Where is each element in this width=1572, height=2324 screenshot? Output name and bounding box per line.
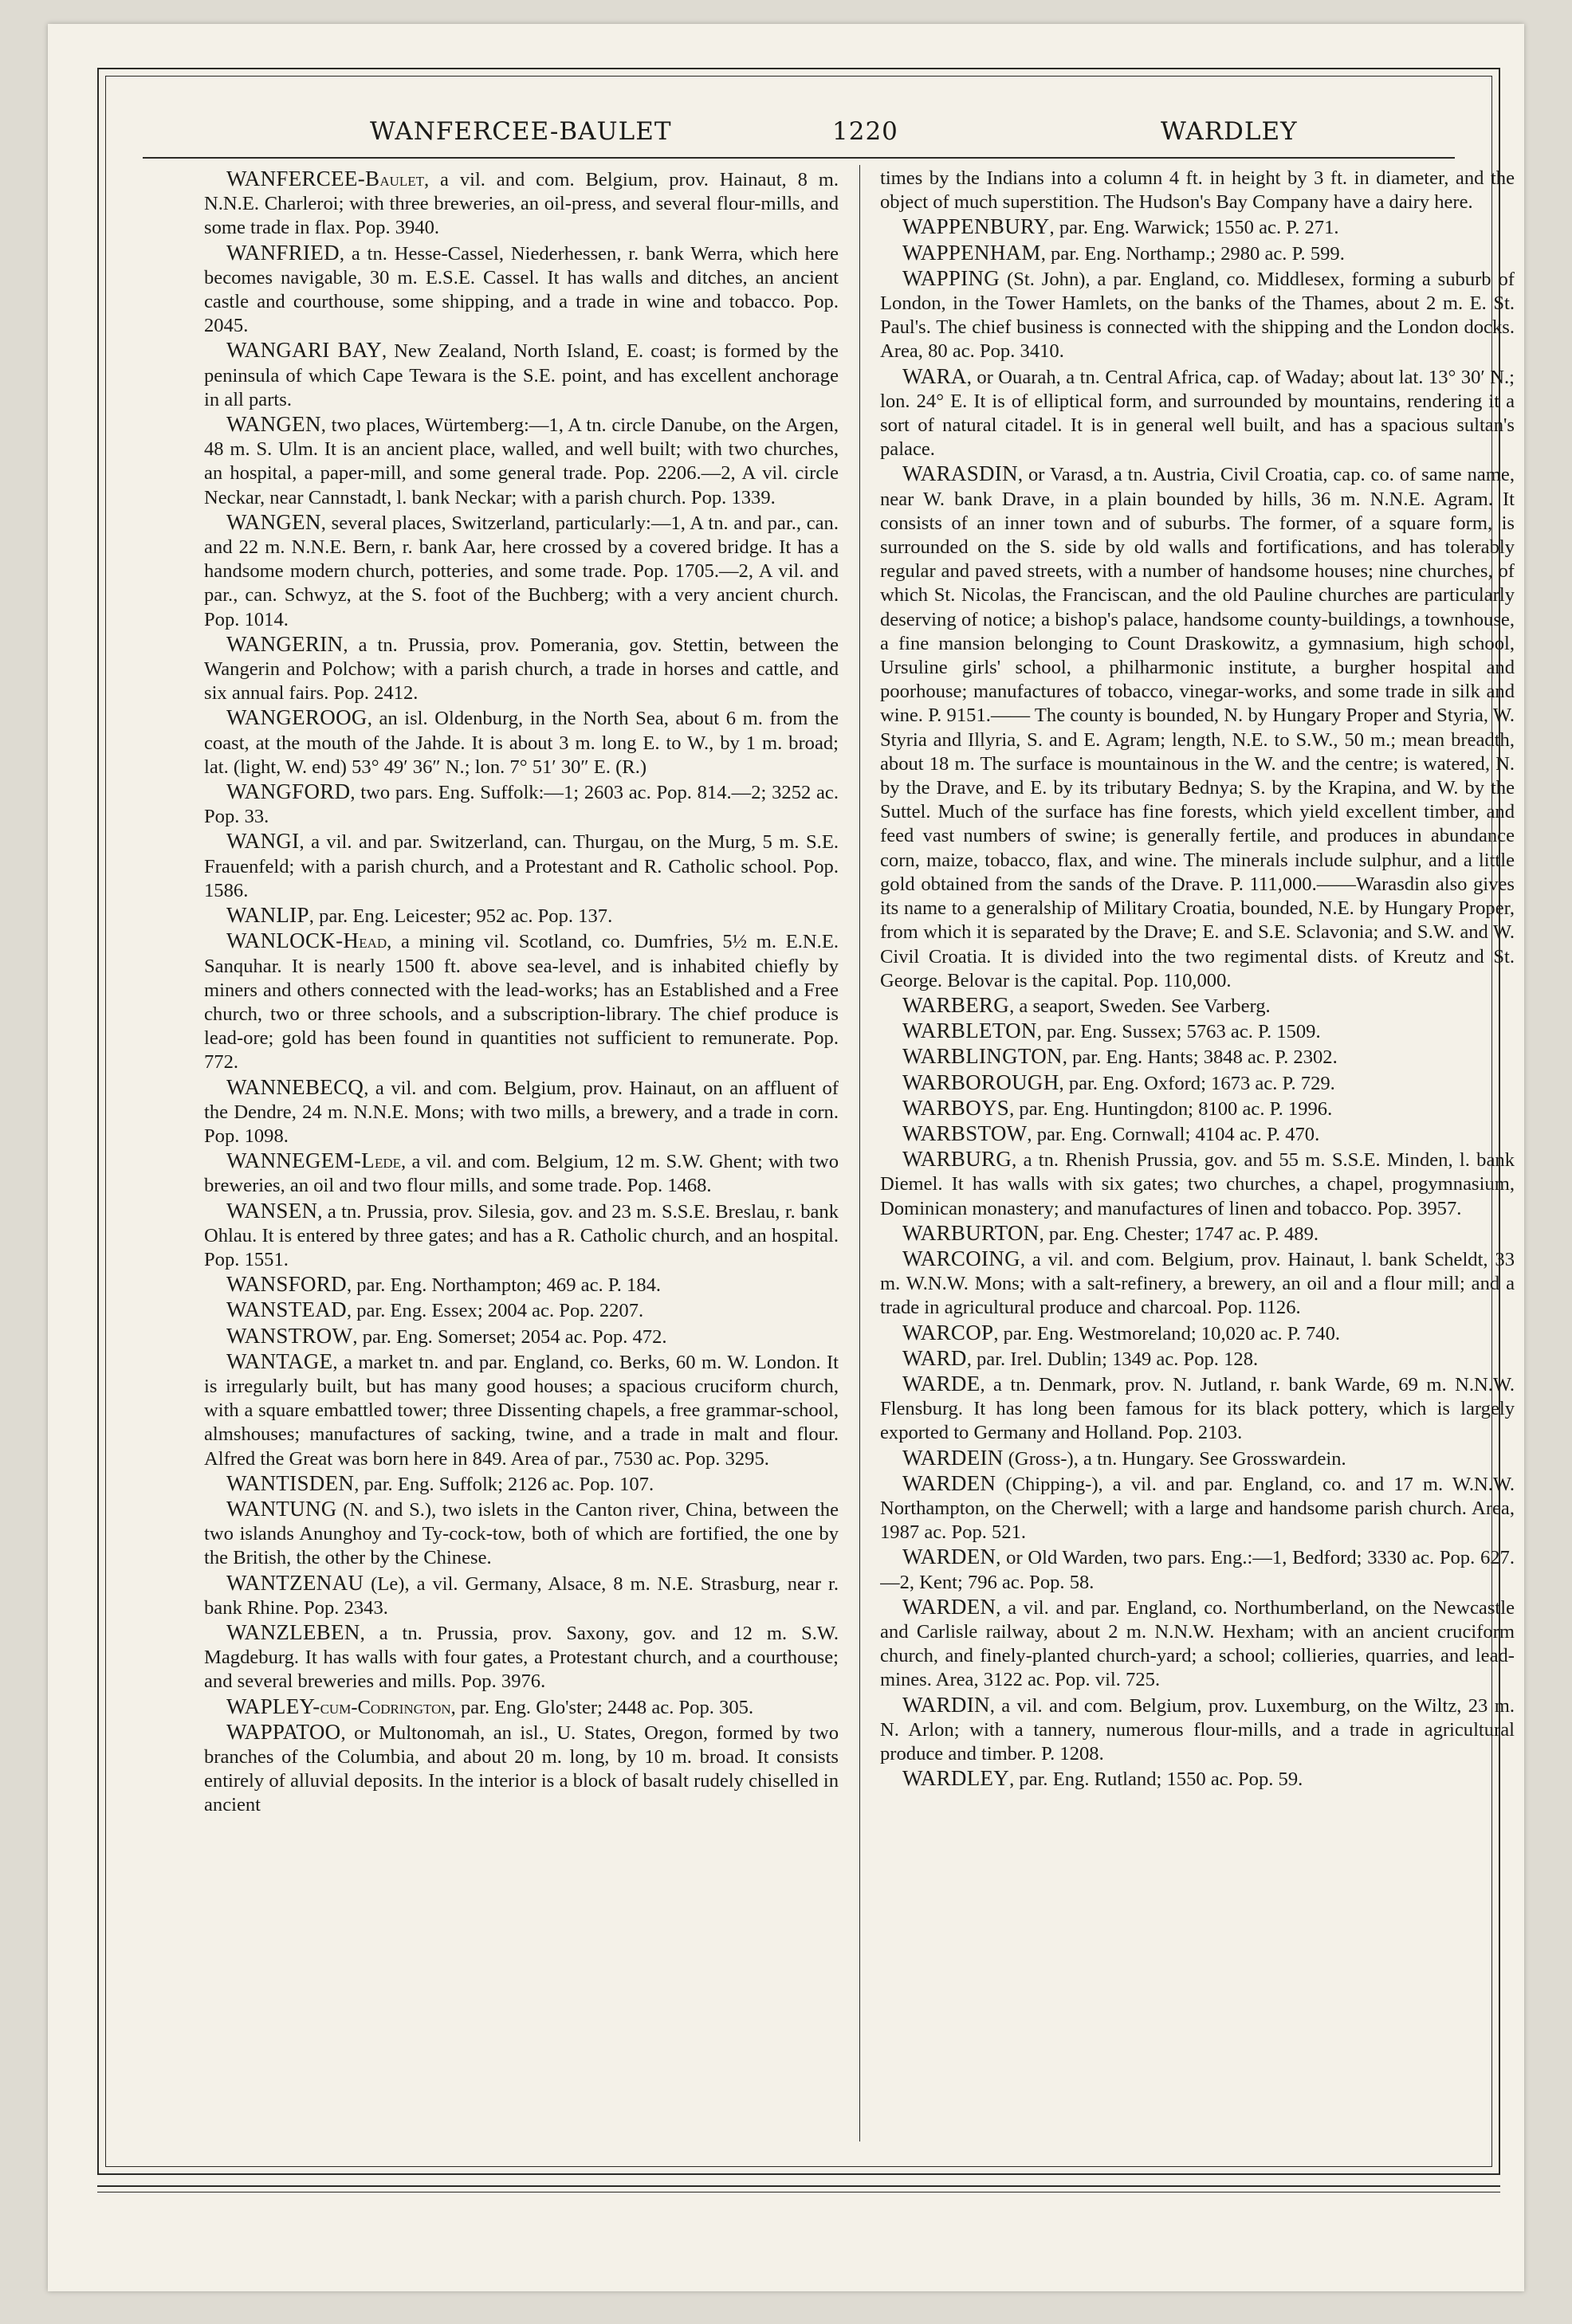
- entry-text: , par. Eng. Suffolk; 2126 ac. Pop. 107.: [354, 1473, 654, 1495]
- gazetteer-entry: [204, 412, 839, 510]
- entry-headword: WARDEIN: [902, 1445, 1004, 1470]
- running-head: [147, 117, 1451, 149]
- gazetteer-entry: [880, 1766, 1515, 1792]
- entry-text: , New Zealand, North Island, E. coast; is formed by the peninsula of which Cape Tewara is the S.E. point, and has excellent anchorage in all parts.: [204, 340, 839, 410]
- entry-headword: WARBLINGTON: [902, 1044, 1063, 1069]
- entry-headword: WARBSTOW: [902, 1121, 1028, 1145]
- entry-headword: WANGARI BAY: [226, 338, 382, 363]
- gazetteer-entry: [880, 1545, 1515, 1594]
- entry-text: , par. Eng. Northampton; 469 ac. P. 184.: [346, 1274, 662, 1297]
- gazetteer-entry: [880, 1346, 1515, 1372]
- entry-headword: WANTUNG: [226, 1496, 337, 1521]
- entry-text: , a tn. Prussia, prov. Saxony, gov. and 12 m. S.W. Magdeburg. It has walls with four gates, a Protestant church, and a courthouse; and several breweries and mills. Pop. 3976.: [204, 1622, 839, 1693]
- entry-text: , par. Eng. Northamp.; 2980 ac. P. 599.: [1040, 242, 1345, 265]
- gazetteer-entry: [880, 1446, 1515, 1471]
- gazetteer-entry: [880, 364, 1515, 462]
- entry-headword: WARDLEY: [902, 1766, 1010, 1791]
- gazetteer-entry: [880, 1096, 1515, 1121]
- gazetteer-entry: [204, 510, 839, 632]
- header-rule: [143, 157, 1455, 159]
- entry-headword: WARD: [902, 1345, 967, 1370]
- entry-headword: WANFRIED: [226, 240, 340, 265]
- entry-text: , two pars. Eng. Suffolk:—1; 2603 ac. Pop. 814.—2; 3252 ac. Pop. 33.: [204, 782, 839, 828]
- entry-headword: WARBLETON: [902, 1019, 1037, 1043]
- gazetteer-entry: [204, 632, 839, 706]
- entry-headword: WARASDIN: [902, 461, 1018, 486]
- gazetteer-entry: [880, 1471, 1515, 1545]
- entry-headword: WANGEN: [226, 412, 321, 437]
- entry-headword: WAPLEY-: [226, 1694, 320, 1718]
- gazetteer-entry: [880, 1693, 1515, 1767]
- gazetteer-entry: [204, 1497, 839, 1571]
- entry-headword: WARA: [902, 363, 967, 388]
- gazetteer-entry: [880, 167, 1515, 214]
- entry-headword: WAPPING: [902, 265, 1000, 290]
- gazetteer-entry: [204, 338, 839, 412]
- entry-headword: WANNEGEM-L: [226, 1148, 375, 1173]
- entry-headword-smallcaps: aulet: [379, 169, 425, 190]
- entry-headword: WARCOING: [902, 1246, 1020, 1270]
- gazetteer-entry: [880, 1070, 1515, 1096]
- gazetteer-entry: [880, 1595, 1515, 1693]
- entry-text: (Chipping-), a vil. and par. England, co. and 17 m. W.N.W. Northampton, on the Cherwell; with a large and handsome parish church. Area, 1987 ac. Pop. 521.: [880, 1473, 1515, 1544]
- entry-text: , par. Eng. Huntingdon; 8100 ac. P. 1996.: [1009, 1097, 1333, 1120]
- entry-headword: WANGI: [226, 829, 300, 854]
- entry-headword: WANTAGE: [226, 1348, 333, 1373]
- entry-text: , a vil. and par. England, co. Northumberland, on the Newcastle and Carlisle railway, about 2 m. N.N.W. Hexham; with an ancient cruciform church, and finely-planted church-yard; a school; collieries, quarries, and lead-mines. Area, 3122 ac. Pop. vil. 725.: [880, 1596, 1515, 1691]
- entry-headword: WARBERG: [902, 992, 1010, 1017]
- entry-text: , a vil. and com. Belgium, prov. Hainaut, 8 m. N.N.E. Charleroi; with three breweries, an oil-press, and several flour-mills, and some trade in flax. Pop. 3940.: [204, 169, 839, 239]
- gazetteer-entry: [204, 1471, 839, 1497]
- entry-text: , a market tn. and par. England, co. Berks, 60 m. W. London. It is irregularly built, but has many good houses; a spacious cruciform church, with a square embattled tower; three Dissenting chapels, a free grammar-school, almshouses; manufactures of sacking, twine, and a trade in malt and flour. Alfred the Great was born here in 849. Area of par., 7530 ac. Pop. 3295.: [204, 1351, 839, 1470]
- gazetteer-entry: [204, 1349, 839, 1471]
- entry-text: , par. Eng. Warwick; 1550 ac. P. 271.: [1049, 217, 1339, 239]
- gazetteer-entry: [204, 1148, 839, 1198]
- gazetteer-entry: [204, 1272, 839, 1297]
- gazetteer-entry: [204, 1720, 839, 1818]
- entry-text: , a vil. and par. Switzerland, can. Thurgau, on the Murg, 5 m. S.E. Frauenfeld; with a parish church, and a Protestant and R. Catholic school. Pop. 1586.: [204, 831, 839, 901]
- left-column: [204, 167, 839, 2143]
- running-head-right: WARDLEY: [1161, 117, 1298, 146]
- gazetteer-entry: [880, 1147, 1515, 1221]
- entry-text: , a vil. and com. Belgium, prov. Hainaut, on an affluent of the Dendre, 24 m. N.N.E. Mons; with two mills, a brewery, and a trade in corn. Pop. 1098.: [204, 1077, 839, 1147]
- entry-text: , or Old Warden, two pars. Eng.:—1, Bedford; 3330 ac. Pop. 627.—2, Kent; 796 ac. Pop. 58.: [880, 1547, 1515, 1593]
- entry-headword: WARCOP: [902, 1320, 994, 1345]
- entry-headword: WARBOYS: [902, 1095, 1010, 1120]
- gazetteer-entry: [204, 1620, 839, 1694]
- book-page: [48, 24, 1524, 2291]
- entry-text: , par. Irel. Dublin; 1349 ac. Pop. 128.: [966, 1348, 1259, 1370]
- entry-text: , two places, Würtemberg:—1, A tn. circle Danube, on the Argen, 48 m. S. Ulm. It is an ancient place, walled, and well built; with two churches, an hospital, a paper-mill, and some general trade. Pop. 2206.—2, A vil. circle Neckar, near Cannstadt, l. bank Neckar; with a parish church. Pop. 1339.: [204, 414, 839, 508]
- entry-text: times by the Indians into a column 4 ft. in height by 3 ft. in diameter, and the object of much superstition. The Hudson's Bay Company have a dairy here.: [880, 167, 1515, 214]
- entry-headword: WARDEN: [902, 1545, 996, 1569]
- entry-text: , a tn. Prussia, prov. Silesia, gov. and 23 m. S.S.E. Breslau, r. bank Ohlau. It is entered by three gates; and has a R. Catholic church, and an hospital. Pop. 1551.: [204, 1200, 839, 1270]
- entry-text: , a tn. Denmark, prov. N. Jutland, r. bank Warde, 69 m. N.N.W. Flensburg. It has long been famous for its black pottery, which is largely exported to Germany and Holland. Pop. 2103.: [880, 1373, 1515, 1444]
- entry-headword-smallcaps: cum-Codrington: [320, 1696, 451, 1718]
- entry-text: , or Varasd, a tn. Austria, Civil Croatia, cap. co. of same name, near W. bank Drave, in a plain bounded by hills, 36 m. N.N.E. Agram. It consists of an inner town and of suburbs. The former, of a square form, is surrounded on the S. side by old walls and fortifications, and has tolerably regular and paved streets, with a number of handsome houses; nine churches, of which St. Nicolas, the Franciscan, and the old Pauline churches are particularly deserving of notice; a bishop's palace, handsome county-buildings, a townhouse, a fine mansion belonging to Count Draskowitz, a gymnasium, high school, Ursuline girls' school, a philharmonic institute, a burgher hospital and poorhouse; manufactures of tobacco, vinegar-works, and some trade in silk and wine. P. 9151.—— The county is bounded, N. by Hungary Proper and Styria, W. Styria and Illyria, S. and E. Agram; length, N.E. to S.W., 50 m.; mean breadth, about 18 m. The surface is mountainous in the W. and the centre; is watered, N. by the Drave, and E. by its tributary Bednya; S. by the Krapina, and W. by the Suttel. Much of the surface has fine forests, which yield excellent timber, and feed vast numbers of swine; is generally fertile, and produces in abundance corn, maize, tobacco, flax, and wine. The minerals include sulphur, and a little gold obtained from the sands of the Drave. P. 111,000.——Warasdin also gives its name to a generalship of Military Croatia, bounded, N.E. by Hungary Proper, from which it is separated by the Drave; E. and S.E. Sclavonia; and S.W. and W. Civil Croatia. It is divided into the two regimental dists. of Kreutz and St. George. Belovar is the capital. Pop. 110,000.: [880, 464, 1515, 991]
- gazetteer-entry: [880, 1321, 1515, 1346]
- entry-headword: WANSFORD: [226, 1272, 347, 1297]
- entry-text: , a vil. and com. Belgium, 12 m. S.W. Ghent; with two breweries, an oil and two flour mills, and some trade. Pop. 1468.: [204, 1151, 839, 1197]
- entry-text: , a tn. Rhenish Prussia, gov. and 55 m. S.S.E. Minden, l. bank Diemel. It has walls with six gates; two churches, a chapel, progymnasium, Dominican monastery; and manufactures of linen and tobacco. Pop. 3957.: [880, 1149, 1515, 1219]
- gazetteer-entry: [204, 1199, 839, 1273]
- entry-text: , or Multonomah, an isl., U. States, Oregon, formed by two branches of the Columbia, and about 20 m. long, by 10 m. broad. It consists entirely of alluvial deposits. In the interior is a block of basalt rudely chiselled in ancient: [204, 1721, 839, 1816]
- gazetteer-entry: [880, 241, 1515, 266]
- entry-headword-smallcaps: ede: [374, 1151, 402, 1173]
- page-frame: [97, 68, 1515, 2175]
- entry-text: (St. John), a par. England, co. Middlesex, forming a suburb of London, in the Tower Hamlets, on the banks of the Thames, about 2 m. E. St. Paul's. The chief business is connected with the shipping and the London docks. Area, 80 ac. Pop. 3410.: [880, 268, 1515, 363]
- entry-headword: WARBOROUGH: [902, 1070, 1059, 1094]
- entry-headword: WARDEN: [902, 1470, 996, 1495]
- entry-headword: WARBURTON: [902, 1220, 1039, 1245]
- entry-headword: WANZLEBEN: [226, 1619, 360, 1644]
- entry-headword-smallcaps: ead: [359, 931, 387, 953]
- entry-text: , par. Eng. Cornwall; 4104 ac. P. 470.: [1027, 1123, 1320, 1145]
- entry-headword: WANSTEAD: [226, 1297, 347, 1322]
- entry-headword: WAPPENBURY: [902, 214, 1050, 239]
- entry-headword: WARDIN: [902, 1692, 990, 1717]
- entry-headword: WARBURG: [902, 1147, 1012, 1172]
- gazetteer-entry: [880, 993, 1515, 1019]
- entry-text: , par. Eng. Sussex; 5763 ac. P. 1509.: [1036, 1021, 1321, 1043]
- entry-headword: WANTZENAU: [226, 1570, 364, 1595]
- entry-text: , a mining vil. Scotland, co. Dumfries, 5½ m. E.N.E. Sanquhar. It is nearly 1500 ft. above sea-level, and is inhabited chiefly by miners and others connected with the lead-works; has an Established and a Free church, two or three schools, and a subscription-library. The chief produce is lead-ore; gold has been found in quantities not sufficient to remunerate. Pop. 772.: [204, 931, 839, 1074]
- entry-headword: WARDEN: [902, 1594, 996, 1619]
- gazetteer-entry: [204, 1694, 839, 1720]
- gazetteer-entry: [880, 1246, 1515, 1321]
- entry-text: (Gross-), a tn. Hungary. See Grosswardein.: [1003, 1447, 1346, 1470]
- entry-headword: WANGEN: [226, 509, 321, 534]
- entry-text: , or Ouarah, a tn. Central Africa, cap. of Waday; about lat. 13° 30′ N.; lon. 24° E. It is of elliptical form, and surrounded by mountains, rendering it a sort of natural citadel. It is in general well built, and has a spacious sultan's palace.: [880, 366, 1515, 461]
- entry-text: , several places, Switzerland, particularly:—1, A tn. and par., can. and 22 m. N.N.E. Bern, r. bank Aar, here crossed by a covered bridge. It has a handsome modern church, potteries, and some trade. Pop. 1705.—2, A vil. and par., can. Schwyz, at the S. foot of the Buchberg; with a very ancient church. Pop. 1014.: [204, 512, 839, 630]
- entry-text: , par. Eng. Hants; 3848 ac. P. 2302.: [1062, 1046, 1338, 1069]
- gazetteer-entry: [880, 1044, 1515, 1070]
- page-number: 1220: [832, 117, 898, 146]
- gazetteer-entry: [204, 1324, 839, 1349]
- entry-text: , a tn. Hesse-Cassel, Niederhessen, r. bank Werra, which here becomes navigable, 30 m. E.S.E. Cassel. It has walls and ditches, an ancient castle and courthouse, some shipping, and a trade in wine and tobacco. Pop. 2045.: [204, 242, 839, 337]
- entry-text: , an isl. Oldenburg, in the North Sea, about 6 m. from the coast, at the mouth of the Jahde. It is about 3 m. long E. to W., by 1 m. broad; lat. (light, W. end) 53° 49′ 36″ N.; lon. 7° 51′ 30″ E. (R.): [204, 708, 839, 778]
- entry-text: , par. Eng. Oxford; 1673 ac. P. 729.: [1059, 1072, 1335, 1094]
- gazetteer-entry: [204, 928, 839, 1074]
- gazetteer-entry: [204, 1297, 839, 1323]
- gazetteer-entry: [204, 241, 839, 339]
- entry-headword: WANGERIN: [226, 631, 344, 656]
- entry-headword: WAPPENHAM: [902, 240, 1041, 265]
- gazetteer-entry: [880, 461, 1515, 992]
- gazetteer-entry: [880, 214, 1515, 240]
- gazetteer-entry: [204, 1075, 839, 1149]
- gazetteer-entry: [880, 1019, 1515, 1044]
- gazetteer-entry: [204, 1571, 839, 1620]
- running-head-left: WANFERCEE-BAULET: [370, 117, 672, 146]
- gazetteer-entry: [880, 1372, 1515, 1446]
- gazetteer-entry: [204, 779, 839, 829]
- entry-text: , a vil. and com. Belgium, prov. Luxemburg, on the Wiltz, 23 m. N. Arlon; with a tannery, numerous flour-mills, and a trade in agricultural produce and timber. P. 1208.: [880, 1694, 1515, 1765]
- entry-text: , par. Eng. Rutland; 1550 ac. Pop. 59.: [1009, 1769, 1303, 1791]
- gazetteer-entry: [204, 903, 839, 928]
- entry-text: , par. Eng. Chester; 1747 ac. P. 489.: [1039, 1223, 1319, 1245]
- entry-headword: WARDE: [902, 1371, 981, 1396]
- entry-headword: WANLOCK-H: [226, 928, 360, 953]
- entry-headword: WANNEBECQ: [226, 1074, 364, 1099]
- gazetteer-entry: [204, 829, 839, 903]
- gazetteer-entry: [880, 1221, 1515, 1246]
- entry-headword: WANGFORD: [226, 779, 351, 804]
- entry-text: , a seaport, Sweden. See Varberg.: [1009, 995, 1271, 1017]
- entry-text: (Le), a vil. Germany, Alsace, 8 m. N.E. Strasburg, near r. bank Rhine. Pop. 2343.: [204, 1572, 839, 1619]
- entry-text: , a vil. and com. Belgium, prov. Hainaut, l. bank Scheldt, 33 m. W.N.W. Mons; with a salt-refinery, a brewery, an oil and a flour mill; and a trade in agricultural produce and charcoal. Pop. 1126.: [880, 1248, 1515, 1319]
- entry-headword: WANSTROW: [226, 1323, 353, 1348]
- entry-headword: WAPPATOO: [226, 1719, 341, 1744]
- gazetteer-entry: [880, 266, 1515, 364]
- footer-rule: [97, 2185, 1500, 2187]
- right-column: [880, 167, 1515, 2143]
- entry-headword: WANLIP: [226, 903, 309, 928]
- column-divider: [859, 165, 860, 2141]
- entry-text: , par. Eng. Somerset; 2054 ac. Pop. 472.: [352, 1325, 667, 1348]
- entry-text: , par. Eng. Glo'ster; 2448 ac. Pop. 305.: [450, 1696, 754, 1718]
- gazetteer-entry: [880, 1121, 1515, 1147]
- entry-headword: WANFERCEE-B: [226, 167, 380, 190]
- gazetteer-entry: [204, 167, 839, 241]
- gazetteer-entry: [204, 705, 839, 779]
- entry-text: , par. Eng. Essex; 2004 ac. Pop. 2207.: [346, 1300, 644, 1322]
- entry-text: (N. and S.), two islets in the Canton river, China, between the two islands Anunghoy and Ty-cock-tow, both of which are fortified, the one by the British, the other by the Chinese.: [204, 1498, 839, 1569]
- entry-text: , a tn. Prussia, prov. Pomerania, gov. Stettin, between the Wangerin and Polchow; with a parish church, a trade in horses and cattle, and six annual fairs. Pop. 2412.: [204, 634, 839, 705]
- entry-text: , par. Eng. Leicester; 952 ac. Pop. 137.: [309, 905, 613, 928]
- entry-text: , par. Eng. Westmoreland; 10,020 ac. P. 740.: [993, 1322, 1341, 1345]
- entry-headword: WANGEROOG: [226, 705, 367, 730]
- entry-headword: WANTISDEN: [226, 1470, 355, 1495]
- entry-headword: WANSEN: [226, 1198, 318, 1223]
